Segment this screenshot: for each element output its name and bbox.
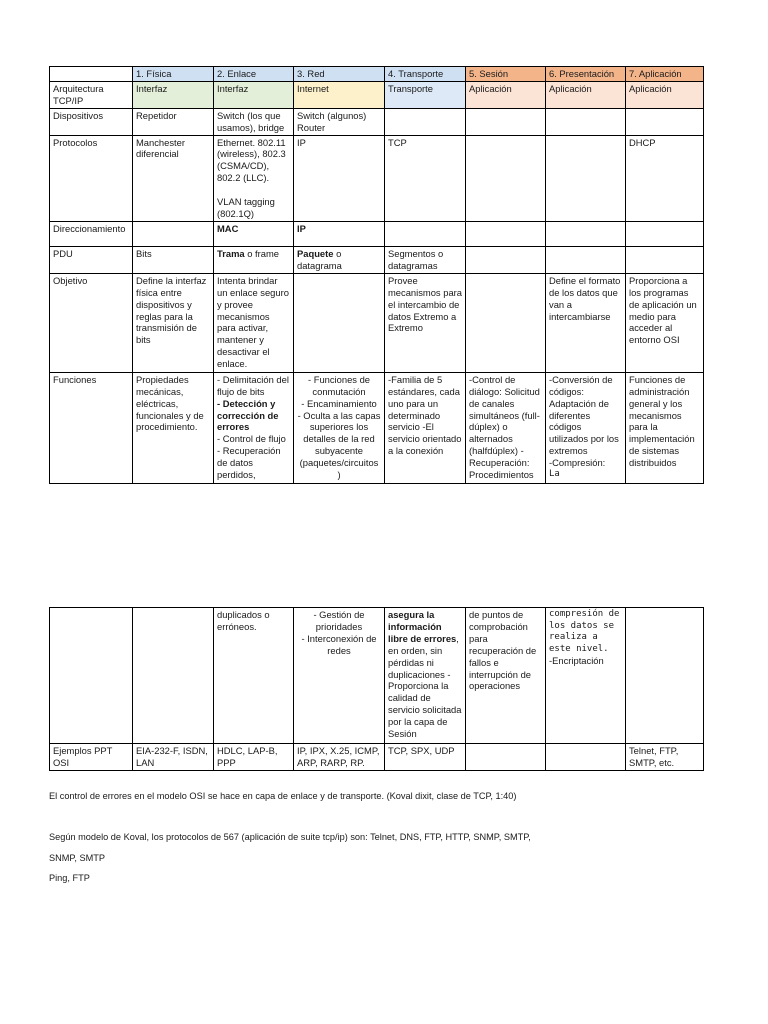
- cont-sesion: de puntos de comprobación para recuperación de fallos e interrupción de operaciones: [466, 608, 546, 744]
- protocolos-enlace-vlan: VLAN tagging (802.1Q): [217, 196, 275, 220]
- ejemplos-aplicacion: Telnet, FTP, SMTP, etc.: [626, 744, 704, 771]
- tcpip-enlace: Interfaz: [214, 81, 294, 108]
- direccionamiento-presentacion: [546, 221, 626, 246]
- tcpip-transporte: Transporte: [385, 81, 466, 108]
- pdu-enlace-bold: Trama: [217, 247, 245, 259]
- funciones-enlace-3: - Control de flujo: [217, 433, 286, 445]
- dispositivos-aplicacion: [626, 108, 704, 135]
- cont-label: [50, 608, 133, 744]
- row-label: Arquitectura TCP/IP: [50, 81, 133, 108]
- pdu-aplicacion: [626, 246, 704, 273]
- row-label: Funciones: [50, 372, 133, 483]
- header-aplicacion: 7. Aplicación: [626, 67, 704, 82]
- ejemplos-sesion: [466, 744, 546, 771]
- direccionamiento-red: IP: [294, 221, 385, 246]
- row-direccionamiento: [50, 221, 704, 246]
- tcpip-red: Internet: [294, 81, 385, 108]
- pdu-sesion: [466, 246, 546, 273]
- direccionamiento-enlace: MAC: [214, 221, 294, 246]
- funciones-red-1: - Funciones de conmutación: [307, 373, 370, 397]
- header-red: 3. Red: [294, 67, 385, 82]
- pdu-transporte: Segmentos o datagramas: [385, 246, 466, 273]
- funciones-aplicacion: Funciones de administración general y los mecanismos para la implementación de sistemas distribuidos: [626, 372, 704, 483]
- ejemplos-fisica: EIA-232-F, ISDN, LAN: [133, 744, 214, 771]
- note-koval-protocols: Según modelo de Koval, los protocolos de 567 (aplicación de suite tcp/ip) son: Telnet, DNS, FTP, HTTP, SNMP, SMTP,: [49, 832, 531, 842]
- protocolos-sesion: [466, 135, 546, 221]
- tcpip-presentacion: Aplicación: [546, 81, 626, 108]
- row-dispositivos: [50, 108, 704, 135]
- note-snmp-smtp: SNMP, SMTP: [49, 853, 105, 863]
- funciones-sesion: -Control de diálogo: Solicitud de canales simultáneos (full-dúplex) o alternados (halfdúplex) -Recuperación: Procedimientos: [466, 372, 546, 483]
- cont-presentacion: [546, 608, 626, 744]
- protocolos-transporte: TCP: [385, 135, 466, 221]
- objetivo-red: [294, 273, 385, 372]
- protocolos-enlace-text: Ethernet. 802.11 (wireless), 802.3 (CSMA/CD), 802.2 (LLC).: [217, 136, 286, 184]
- pdu-red-bold: Paquete: [297, 247, 334, 259]
- row-funciones: [50, 372, 704, 483]
- funciones-red-3: - Oculta a las capas superiores los detalles de la red subyacente (paquetes/circuitos ): [297, 409, 381, 481]
- funciones-transporte: -Familia de 5 estándares, cada uno para un determinado servicio -El servicio orientado a la conexión: [385, 372, 466, 483]
- ejemplos-transporte: TCP, SPX, UDP: [385, 744, 466, 771]
- dispositivos-red: Switch (algunos) Router: [294, 108, 385, 135]
- cont-enlace: duplicados o erróneos.: [214, 608, 294, 744]
- row-funciones-continued: [50, 608, 704, 744]
- funciones-presentacion-1: -Conversión de códigos: Adaptación de diferentes códigos utilizados por los extremos: [549, 373, 619, 457]
- cont-aplicacion: [626, 608, 704, 744]
- funciones-enlace-2: - Detección y corrección de errores: [217, 397, 279, 433]
- funciones-presentacion-3: La: [549, 469, 560, 480]
- pdu-enlace-rest: o frame: [244, 247, 280, 259]
- cont-transporte: [385, 608, 466, 744]
- funciones-presentacion-2: -Compresión:: [549, 457, 606, 469]
- cont-presentacion-mono: compresión de los datos se realiza a este nivel.: [549, 609, 620, 654]
- protocolos-presentacion: [546, 135, 626, 221]
- osi-layers-table-continued: [49, 607, 704, 771]
- objetivo-transporte: Provee mecanismos para el intercambio de datos Extremo a Extremo: [385, 273, 466, 372]
- pdu-red-rest: o datagrama: [297, 247, 342, 271]
- header-enlace: 2. Enlace: [214, 67, 294, 82]
- objetivo-presentacion: Define el formato de los datos que van a intercambiarse: [546, 273, 626, 372]
- header-sesion: 5. Sesión: [466, 67, 546, 82]
- dispositivos-transporte: [385, 108, 466, 135]
- funciones-red: [294, 372, 385, 483]
- cont-fisica: [133, 608, 214, 744]
- row-label: Objetivo: [50, 273, 133, 372]
- header-transporte: 4. Transporte: [385, 67, 466, 82]
- funciones-fisica: Propiedades mecánicas, eléctricas, funcionales y de procedimiento.: [133, 372, 214, 483]
- cont-red-1: - Gestión de prioridades: [313, 609, 365, 632]
- objetivo-aplicacion: Proporciona a los programas de aplicación un medio para acceder al entorno OSI: [626, 273, 704, 372]
- row-objetivo: [50, 273, 704, 372]
- row-tcpip: [50, 81, 704, 108]
- protocolos-red: IP: [294, 135, 385, 221]
- row-label: PDU: [50, 246, 133, 273]
- pdu-red: [294, 246, 385, 273]
- header-fisica: 1. Física: [133, 67, 214, 82]
- osi-layers-table: [49, 66, 704, 484]
- cont-transporte-rest: , en orden, sin pérdidas ni duplicaciones -Proporciona la calidad de servicio solicitada por la capa de Sesión: [388, 632, 462, 740]
- row-label: Dispositivos: [50, 108, 133, 135]
- funciones-enlace-4: - Recuperación de datos perdidos,: [217, 445, 281, 481]
- cont-transporte-bold: asegura la información libre de errores: [388, 609, 457, 644]
- direccionamiento-transporte: [385, 221, 466, 246]
- protocolos-fisica: Manchester diferencial: [133, 135, 214, 221]
- header-presentacion: 6. Presentación: [546, 67, 626, 82]
- funciones-presentacion: [546, 372, 626, 483]
- row-label: Protocolos: [50, 135, 133, 221]
- protocolos-aplicacion: DHCP: [626, 135, 704, 221]
- row-ejemplos: [50, 744, 704, 771]
- dispositivos-enlace: Switch (los que usamos), bridge: [214, 108, 294, 135]
- direccionamiento-sesion: [466, 221, 546, 246]
- header-row: [50, 67, 704, 82]
- tcpip-aplicacion: Aplicación: [626, 81, 704, 108]
- cont-red: [294, 608, 385, 744]
- direccionamiento-aplicacion: [626, 221, 704, 246]
- dispositivos-fisica: Repetidor: [133, 108, 214, 135]
- dispositivos-presentacion: [546, 108, 626, 135]
- dispositivos-sesion: [466, 108, 546, 135]
- row-label: Direccionamiento: [50, 221, 133, 246]
- ejemplos-red: IP, IPX, X.25, ICMP, ARP, RARP, RP.: [294, 744, 385, 771]
- row-pdu: [50, 246, 704, 273]
- pdu-fisica: Bits: [133, 246, 214, 273]
- cont-red-2: - Interconexión de redes: [301, 632, 377, 656]
- funciones-red-2: - Encaminamiento: [301, 397, 377, 409]
- funciones-enlace: [214, 372, 294, 483]
- note-ping-ftp: Ping, FTP: [49, 873, 90, 883]
- tcpip-sesion: Aplicación: [466, 81, 546, 108]
- objetivo-enlace: Intenta brindar un enlace seguro y provee mecanismos para activar, mantener y desactivar el enlace.: [214, 273, 294, 372]
- row-label: Ejemplos PPT OSI: [50, 744, 133, 771]
- cont-presentacion-rest: -Encriptación: [549, 655, 604, 666]
- pdu-presentacion: [546, 246, 626, 273]
- pdu-enlace: [214, 246, 294, 273]
- ejemplos-enlace: HDLC, LAP-B, PPP: [214, 744, 294, 771]
- protocolos-enlace: [214, 135, 294, 221]
- objetivo-sesion: [466, 273, 546, 372]
- row-protocolos: [50, 135, 704, 221]
- funciones-enlace-1: - Delimitación del flujo de bits: [217, 373, 289, 397]
- direccionamiento-fisica: [133, 221, 214, 246]
- ejemplos-presentacion: [546, 744, 626, 771]
- note-error-control: El control de errores en el modelo OSI se hace en capa de enlace y de transporte. (Koval dixit, clase de TCP, 1:40): [49, 791, 517, 801]
- header-empty: [50, 67, 133, 82]
- tcpip-fisica: Interfaz: [133, 81, 214, 108]
- objetivo-fisica: Define la interfaz física entre dispositivos y reglas para la transmisión de bits: [133, 273, 214, 372]
